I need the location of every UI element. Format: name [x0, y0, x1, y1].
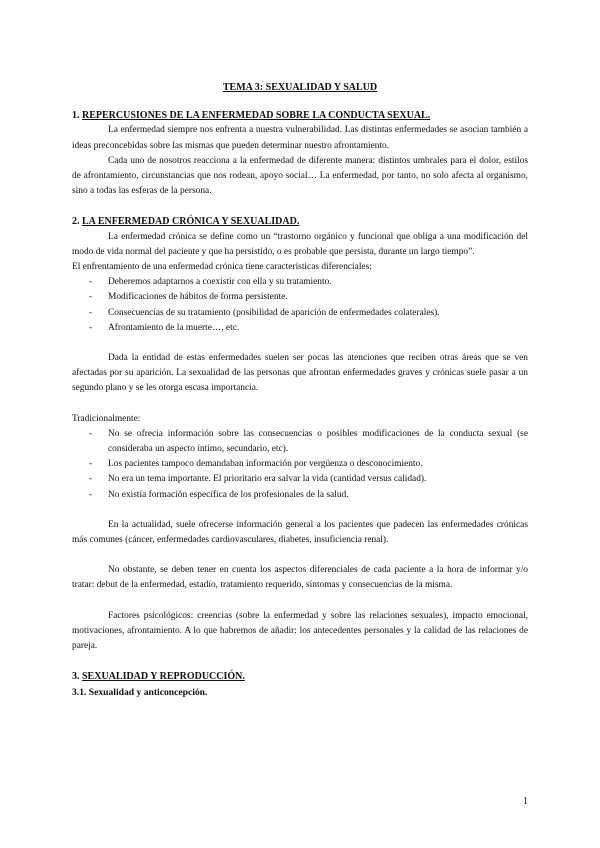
list-item: - Consecuencias de su tratamiento (posibilidad de aparición de enfermedades colaterales).: [72, 306, 528, 321]
bullet-dash: -: [89, 459, 93, 470]
bullet-dash: -: [89, 322, 93, 333]
section-3-number: 3.: [72, 671, 80, 683]
section-3-heading: [72, 669, 528, 684]
list-item: - No existía formación específica de los profesionales de la salud.: [72, 488, 528, 503]
section-1-number: 1.: [72, 110, 80, 122]
paragraph: La enfermedad crónica se define como un “trastorno orgánico y funcional que obliga a una modificación del modo de vida normal del paciente y que ha persistido, o es probable que persista, durante un largo tiempo”.: [72, 231, 528, 257]
section-2-heading: [72, 214, 528, 229]
section-2-number: 2.: [72, 216, 80, 228]
list-item: - Los pacientes tampoco demandaban información por vergüenza o desconocimiento.: [72, 457, 528, 472]
paragraph: La enfermedad siempre nos enfrenta a nuestra vulnerabilidad. Las distintas enfermedades se asocian también a ideas preconcebidas sobre las mismas que pueden determinar nuestro afrontamiento.: [72, 125, 528, 151]
bullet-dash: -: [89, 277, 93, 288]
paragraph: El enfrentamiento de una enfermedad crónica tiene características diferenciales:: [72, 262, 372, 273]
paragraph: Factores psicológicos: creencias (sobre la enfermedad y sobre las relaciones sexuales), impacto emocional, motivaciones, afrontamiento. A lo que habremos de añadir: los antecedentes personales y la calidad de las relaciones de pareja.: [72, 610, 528, 652]
paragraph: En la actualidad, suele ofrecerse información general a los pacientes que padecen las enfermedades crónicas más comunes (cáncer, enfermedades cardiovasculares, diabetes, insuficiencia renal).: [72, 519, 528, 546]
paragraph: Dada la entidad de estas enfermedades suelen ser pocas las atenciones que reciben otras áreas que se ven afectadas por su aparición. La sexualidad de las personas que afrontan enfermedades graves y crónicas suele pasar a un segundo plano y se les otorga escasa importancia.: [72, 353, 528, 394]
bullet-dash: -: [89, 474, 93, 485]
list-item: - No se ofrecía información sobre las consecuencias o posibles modificaciones de la conducta sexual (se consideraba un aspecto íntimo, secundario, etc).: [89, 428, 528, 455]
paragraph: Tradicionalmente:: [72, 413, 141, 424]
bullet-dash: -: [89, 428, 93, 439]
page-number: 1: [523, 796, 528, 807]
document-title: TEMA 3: SEXUALIDAD Y SALUD: [222, 82, 378, 93]
bullet-dash: -: [89, 307, 93, 318]
section-1-title: REPERCUSIONES DE LA ENFERMEDAD SOBRE LA CONDUCTA SEXUAL.: [82, 110, 431, 122]
bullet-dash: -: [89, 489, 93, 500]
section-3-title: SEXUALIDAD Y REPRODUCCIÓN.: [82, 671, 245, 683]
section-2-title: LA ENFERMEDAD CRÓNICA Y SEXUALIDAD.: [82, 216, 300, 228]
bullet-dash: -: [89, 292, 93, 303]
list-item: - No era un tema importante. El prioritario era salvar la vida (cantidad versus calidad).: [72, 472, 528, 487]
list-item: - Deberemos adaptarnos a coexistir con ella y su tratamiento.: [72, 275, 528, 290]
list-item: - Afrontamiento de la muerte…, etc.: [72, 321, 528, 336]
document-page: [72, 80, 528, 700]
paragraph: No obstante, se deben tener en cuenta los aspectos diferenciales de cada paciente a la hora de informar y/o tratar: debut de la enfermedad, estadío, tratamiento requerido, síntomas y consecuencias de la misma.: [72, 565, 528, 591]
list-item: - Modificaciones de hábitos de forma persistente.: [72, 290, 528, 305]
bullet-list: [72, 427, 528, 503]
bullet-list: [72, 275, 528, 336]
section-1-heading: [72, 108, 528, 123]
paragraph: Cada uno de nosotros reacciona a la enfermedad de diferente manera: distintos umbrales para el dolor, estilos de afrontamiento, circunstancias que nos rodean, apoyo social… La enfermedad, por tanto, no solo afecta al organismo, sino a todas las esferas de la persona.: [72, 155, 528, 197]
subsection-heading: 3.1. Sexualidad y anticoncepción.: [72, 686, 208, 698]
